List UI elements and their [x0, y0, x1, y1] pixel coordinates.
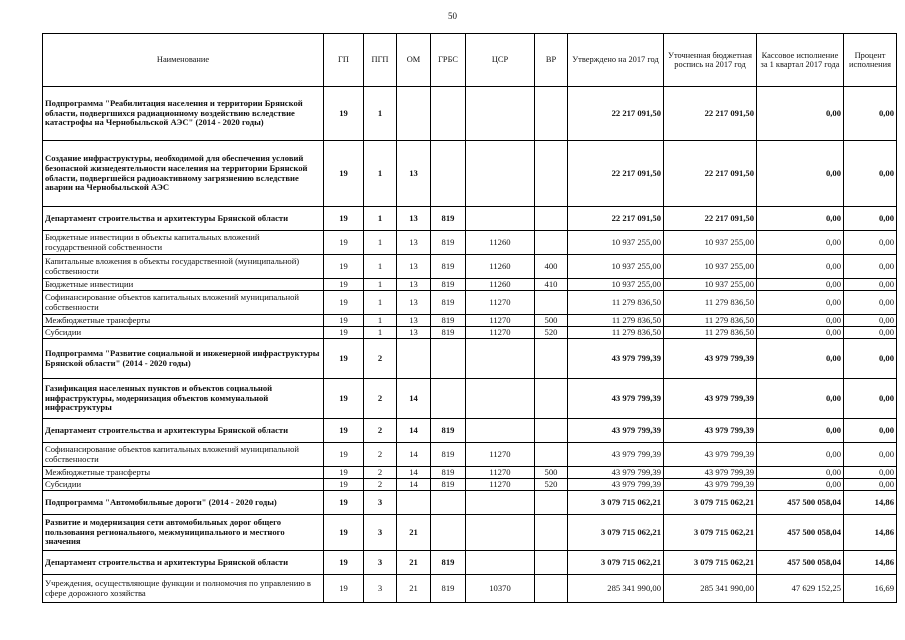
- cell-name: Подпрограмма "Автомобильные дороги" (2014 - 2020 годы): [43, 491, 324, 515]
- cell-om: 13: [397, 315, 431, 327]
- cell-cash: 0,00: [757, 443, 844, 467]
- table-row: [43, 87, 897, 141]
- cell-csr: [466, 339, 535, 379]
- cell-name: Бюджетные инвестиции: [43, 279, 324, 291]
- cell-approved: 22 217 091,50: [568, 207, 664, 231]
- cell-gp: 19: [324, 291, 364, 315]
- cell-om: 14: [397, 443, 431, 467]
- cell-refined: 43 979 799,39: [664, 443, 757, 467]
- cell-ppgp: 2: [364, 443, 397, 467]
- cell-ppgp: 1: [364, 291, 397, 315]
- cell-percent: 0,00: [844, 141, 897, 207]
- cell-ppgp: 3: [364, 491, 397, 515]
- cell-csr: [466, 491, 535, 515]
- table-row: [43, 419, 897, 443]
- cell-ppgp: 2: [364, 339, 397, 379]
- cell-grbs: 819: [431, 575, 466, 603]
- cell-gp: 19: [324, 87, 364, 141]
- cell-refined: 43 979 799,39: [664, 467, 757, 479]
- cell-percent: 0,00: [844, 231, 897, 255]
- header-name: Наименование: [43, 34, 324, 87]
- cell-vr: [535, 141, 568, 207]
- table-row: [43, 255, 897, 279]
- cell-cash: 0,00: [757, 291, 844, 315]
- cell-csr: 11270: [466, 467, 535, 479]
- cell-cash: 0,00: [757, 479, 844, 491]
- cell-csr: [466, 515, 535, 551]
- cell-ppgp: 1: [364, 207, 397, 231]
- cell-csr: 11270: [466, 327, 535, 339]
- cell-refined: 43 979 799,39: [664, 379, 757, 419]
- table-row: [43, 479, 897, 491]
- cell-csr: [466, 207, 535, 231]
- cell-refined: 3 079 715 062,21: [664, 515, 757, 551]
- header-ppgp: ПГП: [364, 34, 397, 87]
- cell-percent: 0,00: [844, 207, 897, 231]
- cell-ppgp: 1: [364, 279, 397, 291]
- table-row: [43, 141, 897, 207]
- cell-percent: 14,86: [844, 515, 897, 551]
- cell-cash: 0,00: [757, 467, 844, 479]
- cell-om: [397, 339, 431, 379]
- cell-om: 13: [397, 279, 431, 291]
- cell-name: Подпрограмма "Развитие социальной и инженерной инфраструктуры Брянской области" (2014 - 2020 годы): [43, 339, 324, 379]
- cell-grbs: [431, 491, 466, 515]
- cell-name: Учреждения, осуществляющие функции и полномочия по управлению в сфере дорожного хозяйства: [43, 575, 324, 603]
- header-csr: ЦСР: [466, 34, 535, 87]
- table-row: [43, 279, 897, 291]
- cell-om: 21: [397, 515, 431, 551]
- header-percent: Процент исполнения: [844, 34, 897, 87]
- cell-percent: 0,00: [844, 291, 897, 315]
- cell-grbs: [431, 515, 466, 551]
- cell-percent: 0,00: [844, 255, 897, 279]
- cell-percent: 0,00: [844, 87, 897, 141]
- cell-om: 13: [397, 141, 431, 207]
- cell-gp: 19: [324, 467, 364, 479]
- cell-csr: [466, 379, 535, 419]
- cell-om: 13: [397, 231, 431, 255]
- cell-approved: 11 279 836,50: [568, 315, 664, 327]
- cell-gp: 19: [324, 575, 364, 603]
- cell-grbs: 819: [431, 231, 466, 255]
- cell-grbs: [431, 379, 466, 419]
- table-row: [43, 379, 897, 419]
- cell-vr: 520: [535, 479, 568, 491]
- cell-refined: 22 217 091,50: [664, 207, 757, 231]
- cell-om: 13: [397, 327, 431, 339]
- cell-name: Развитие и модернизация сети автомобильных дорог общего пользования регионального, межмуниципального и местного значения: [43, 515, 324, 551]
- cell-grbs: 819: [431, 279, 466, 291]
- cell-ppgp: 3: [364, 575, 397, 603]
- cell-ppgp: 1: [364, 255, 397, 279]
- cell-percent: 16,69: [844, 575, 897, 603]
- cell-cash: 0,00: [757, 87, 844, 141]
- cell-name: Софинансирование объектов капитальных вложений муниципальной собственности: [43, 443, 324, 467]
- cell-name: Субсидии: [43, 479, 324, 491]
- table-body: [43, 87, 897, 603]
- cell-vr: [535, 87, 568, 141]
- cell-ppgp: 1: [364, 141, 397, 207]
- cell-gp: 19: [324, 279, 364, 291]
- cell-gp: 19: [324, 551, 364, 575]
- cell-ppgp: 1: [364, 327, 397, 339]
- cell-percent: 14,86: [844, 551, 897, 575]
- cell-refined: 3 079 715 062,21: [664, 551, 757, 575]
- cell-gp: 19: [324, 255, 364, 279]
- cell-grbs: 819: [431, 419, 466, 443]
- cell-grbs: 819: [431, 207, 466, 231]
- cell-cash: 0,00: [757, 207, 844, 231]
- cell-csr: 11260: [466, 279, 535, 291]
- cell-gp: 19: [324, 379, 364, 419]
- header-cash: Кассовое исполнение за 1 квартал 2017 года: [757, 34, 844, 87]
- cell-name: Межбюджетные трансферты: [43, 315, 324, 327]
- cell-approved: 43 979 799,39: [568, 339, 664, 379]
- cell-refined: 22 217 091,50: [664, 141, 757, 207]
- cell-om: [397, 491, 431, 515]
- header-grbs: ГРБС: [431, 34, 466, 87]
- cell-approved: 10 937 255,00: [568, 255, 664, 279]
- header-vr: ВР: [535, 34, 568, 87]
- cell-approved: 43 979 799,39: [568, 379, 664, 419]
- cell-om: 13: [397, 207, 431, 231]
- cell-name: Субсидии: [43, 327, 324, 339]
- cell-percent: 0,00: [844, 315, 897, 327]
- cell-grbs: 819: [431, 467, 466, 479]
- table-row: [43, 551, 897, 575]
- cell-ppgp: 1: [364, 231, 397, 255]
- table-row: [43, 491, 897, 515]
- cell-cash: 0,00: [757, 141, 844, 207]
- cell-om: 14: [397, 419, 431, 443]
- cell-ppgp: 2: [364, 467, 397, 479]
- cell-cash: 0,00: [757, 231, 844, 255]
- cell-ppgp: 2: [364, 419, 397, 443]
- cell-vr: [535, 575, 568, 603]
- cell-vr: [535, 491, 568, 515]
- cell-ppgp: 3: [364, 551, 397, 575]
- cell-name: Капитальные вложения в объекты государственной (муниципальной) собственности: [43, 255, 324, 279]
- cell-ppgp: 2: [364, 379, 397, 419]
- cell-approved: 43 979 799,39: [568, 419, 664, 443]
- cell-approved: 22 217 091,50: [568, 87, 664, 141]
- cell-cash: 457 500 058,04: [757, 491, 844, 515]
- table-row: [43, 291, 897, 315]
- cell-vr: [535, 291, 568, 315]
- cell-name: Департамент строительства и архитектуры Брянской области: [43, 207, 324, 231]
- cell-om: 13: [397, 255, 431, 279]
- cell-om: 21: [397, 575, 431, 603]
- cell-vr: [535, 207, 568, 231]
- cell-vr: [535, 443, 568, 467]
- cell-grbs: 819: [431, 315, 466, 327]
- cell-approved: 11 279 836,50: [568, 291, 664, 315]
- cell-gp: 19: [324, 479, 364, 491]
- table-row: [43, 231, 897, 255]
- cell-refined: 3 079 715 062,21: [664, 491, 757, 515]
- cell-name: Газификация населенных пунктов и объектов социальной инфраструктуры, модернизация объектов коммунальной инфраструктуры: [43, 379, 324, 419]
- cell-refined: 285 341 990,00: [664, 575, 757, 603]
- header-gp: ГП: [324, 34, 364, 87]
- cell-vr: 410: [535, 279, 568, 291]
- cell-vr: 500: [535, 467, 568, 479]
- table-row: [43, 575, 897, 603]
- table-row: [43, 467, 897, 479]
- header-refined: Уточненная бюджетная роспись на 2017 год: [664, 34, 757, 87]
- cell-percent: 0,00: [844, 443, 897, 467]
- cell-om: 13: [397, 291, 431, 315]
- cell-approved: 10 937 255,00: [568, 279, 664, 291]
- cell-grbs: 819: [431, 479, 466, 491]
- cell-csr: 10370: [466, 575, 535, 603]
- cell-percent: 0,00: [844, 419, 897, 443]
- cell-approved: 43 979 799,39: [568, 479, 664, 491]
- cell-gp: 19: [324, 207, 364, 231]
- cell-grbs: 819: [431, 327, 466, 339]
- cell-refined: 43 979 799,39: [664, 479, 757, 491]
- table-row: [43, 339, 897, 379]
- cell-cash: 0,00: [757, 419, 844, 443]
- cell-cash: 0,00: [757, 327, 844, 339]
- cell-grbs: 819: [431, 443, 466, 467]
- cell-refined: 10 937 255,00: [664, 231, 757, 255]
- cell-name: Департамент строительства и архитектуры Брянской области: [43, 419, 324, 443]
- cell-cash: 457 500 058,04: [757, 515, 844, 551]
- cell-gp: 19: [324, 315, 364, 327]
- cell-refined: 11 279 836,50: [664, 315, 757, 327]
- cell-om: 21: [397, 551, 431, 575]
- table-row: [43, 443, 897, 467]
- cell-refined: 11 279 836,50: [664, 327, 757, 339]
- cell-csr: [466, 551, 535, 575]
- cell-cash: 0,00: [757, 379, 844, 419]
- cell-csr: 11270: [466, 315, 535, 327]
- cell-csr: [466, 419, 535, 443]
- cell-refined: 43 979 799,39: [664, 339, 757, 379]
- cell-approved: 3 079 715 062,21: [568, 551, 664, 575]
- cell-csr: 11270: [466, 443, 535, 467]
- cell-grbs: [431, 339, 466, 379]
- cell-cash: 457 500 058,04: [757, 551, 844, 575]
- header-om: ОМ: [397, 34, 431, 87]
- cell-vr: [535, 419, 568, 443]
- cell-ppgp: 1: [364, 87, 397, 141]
- cell-grbs: [431, 141, 466, 207]
- cell-csr: 11270: [466, 291, 535, 315]
- cell-name: Департамент строительства и архитектуры Брянской области: [43, 551, 324, 575]
- cell-approved: 11 279 836,50: [568, 327, 664, 339]
- cell-ppgp: 1: [364, 315, 397, 327]
- cell-refined: 22 217 091,50: [664, 87, 757, 141]
- cell-refined: 11 279 836,50: [664, 291, 757, 315]
- cell-percent: 0,00: [844, 279, 897, 291]
- cell-om: 14: [397, 479, 431, 491]
- cell-cash: 0,00: [757, 255, 844, 279]
- cell-gp: 19: [324, 443, 364, 467]
- cell-name: Бюджетные инвестиции в объекты капитальных вложений государственной собственности: [43, 231, 324, 255]
- cell-gp: 19: [324, 491, 364, 515]
- cell-percent: 0,00: [844, 467, 897, 479]
- cell-gp: 19: [324, 327, 364, 339]
- cell-gp: 19: [324, 141, 364, 207]
- cell-approved: 43 979 799,39: [568, 443, 664, 467]
- cell-gp: 19: [324, 231, 364, 255]
- cell-vr: [535, 379, 568, 419]
- cell-vr: [535, 231, 568, 255]
- page-number: 50: [448, 11, 457, 21]
- cell-ppgp: 3: [364, 515, 397, 551]
- cell-vr: 500: [535, 315, 568, 327]
- cell-gp: 19: [324, 339, 364, 379]
- cell-cash: 47 629 152,25: [757, 575, 844, 603]
- cell-approved: 22 217 091,50: [568, 141, 664, 207]
- cell-grbs: [431, 87, 466, 141]
- cell-approved: 43 979 799,39: [568, 467, 664, 479]
- table-row: [43, 515, 897, 551]
- cell-approved: 285 341 990,00: [568, 575, 664, 603]
- cell-vr: [535, 339, 568, 379]
- cell-vr: [535, 551, 568, 575]
- cell-csr: 11260: [466, 255, 535, 279]
- header-approved: Утверждено на 2017 год: [568, 34, 664, 87]
- header-row: [43, 34, 897, 87]
- cell-csr: 11260: [466, 231, 535, 255]
- cell-grbs: 819: [431, 255, 466, 279]
- cell-om: [397, 87, 431, 141]
- cell-gp: 19: [324, 419, 364, 443]
- cell-csr: 11270: [466, 479, 535, 491]
- budget-table: [42, 33, 897, 603]
- cell-approved: 3 079 715 062,21: [568, 515, 664, 551]
- cell-om: 14: [397, 379, 431, 419]
- cell-approved: 3 079 715 062,21: [568, 491, 664, 515]
- cell-percent: 0,00: [844, 479, 897, 491]
- cell-refined: 43 979 799,39: [664, 419, 757, 443]
- cell-cash: 0,00: [757, 339, 844, 379]
- cell-name: Подпрограмма "Реабилитация населения и территории Брянской области, подвергшихся радиационному воздействию вследствие катастрофы на Чернобыльской АЭС" (2014 - 2020 годы): [43, 87, 324, 141]
- cell-name: Создание инфраструктуры, необходимой для обеспечения условий безопасной жизнедеятельности населения на территории Брянской области, подвергшейся радиоактивному загрязнению вследствие аварии на Чернобыльской АЭС: [43, 141, 324, 207]
- cell-percent: 0,00: [844, 327, 897, 339]
- table-row: [43, 207, 897, 231]
- cell-om: 14: [397, 467, 431, 479]
- cell-percent: 0,00: [844, 379, 897, 419]
- cell-ppgp: 2: [364, 479, 397, 491]
- cell-refined: 10 937 255,00: [664, 255, 757, 279]
- table-row: [43, 315, 897, 327]
- cell-csr: [466, 141, 535, 207]
- cell-cash: 0,00: [757, 279, 844, 291]
- cell-vr: [535, 515, 568, 551]
- cell-vr: 400: [535, 255, 568, 279]
- cell-grbs: 819: [431, 551, 466, 575]
- cell-refined: 10 937 255,00: [664, 279, 757, 291]
- cell-name: Софинансирование объектов капитальных вложений муниципальной собственности: [43, 291, 324, 315]
- cell-vr: 520: [535, 327, 568, 339]
- cell-cash: 0,00: [757, 315, 844, 327]
- table-row: [43, 327, 897, 339]
- cell-percent: 14,86: [844, 491, 897, 515]
- cell-percent: 0,00: [844, 339, 897, 379]
- cell-gp: 19: [324, 515, 364, 551]
- cell-name: Межбюджетные трансферты: [43, 467, 324, 479]
- cell-grbs: 819: [431, 291, 466, 315]
- cell-approved: 10 937 255,00: [568, 231, 664, 255]
- cell-csr: [466, 87, 535, 141]
